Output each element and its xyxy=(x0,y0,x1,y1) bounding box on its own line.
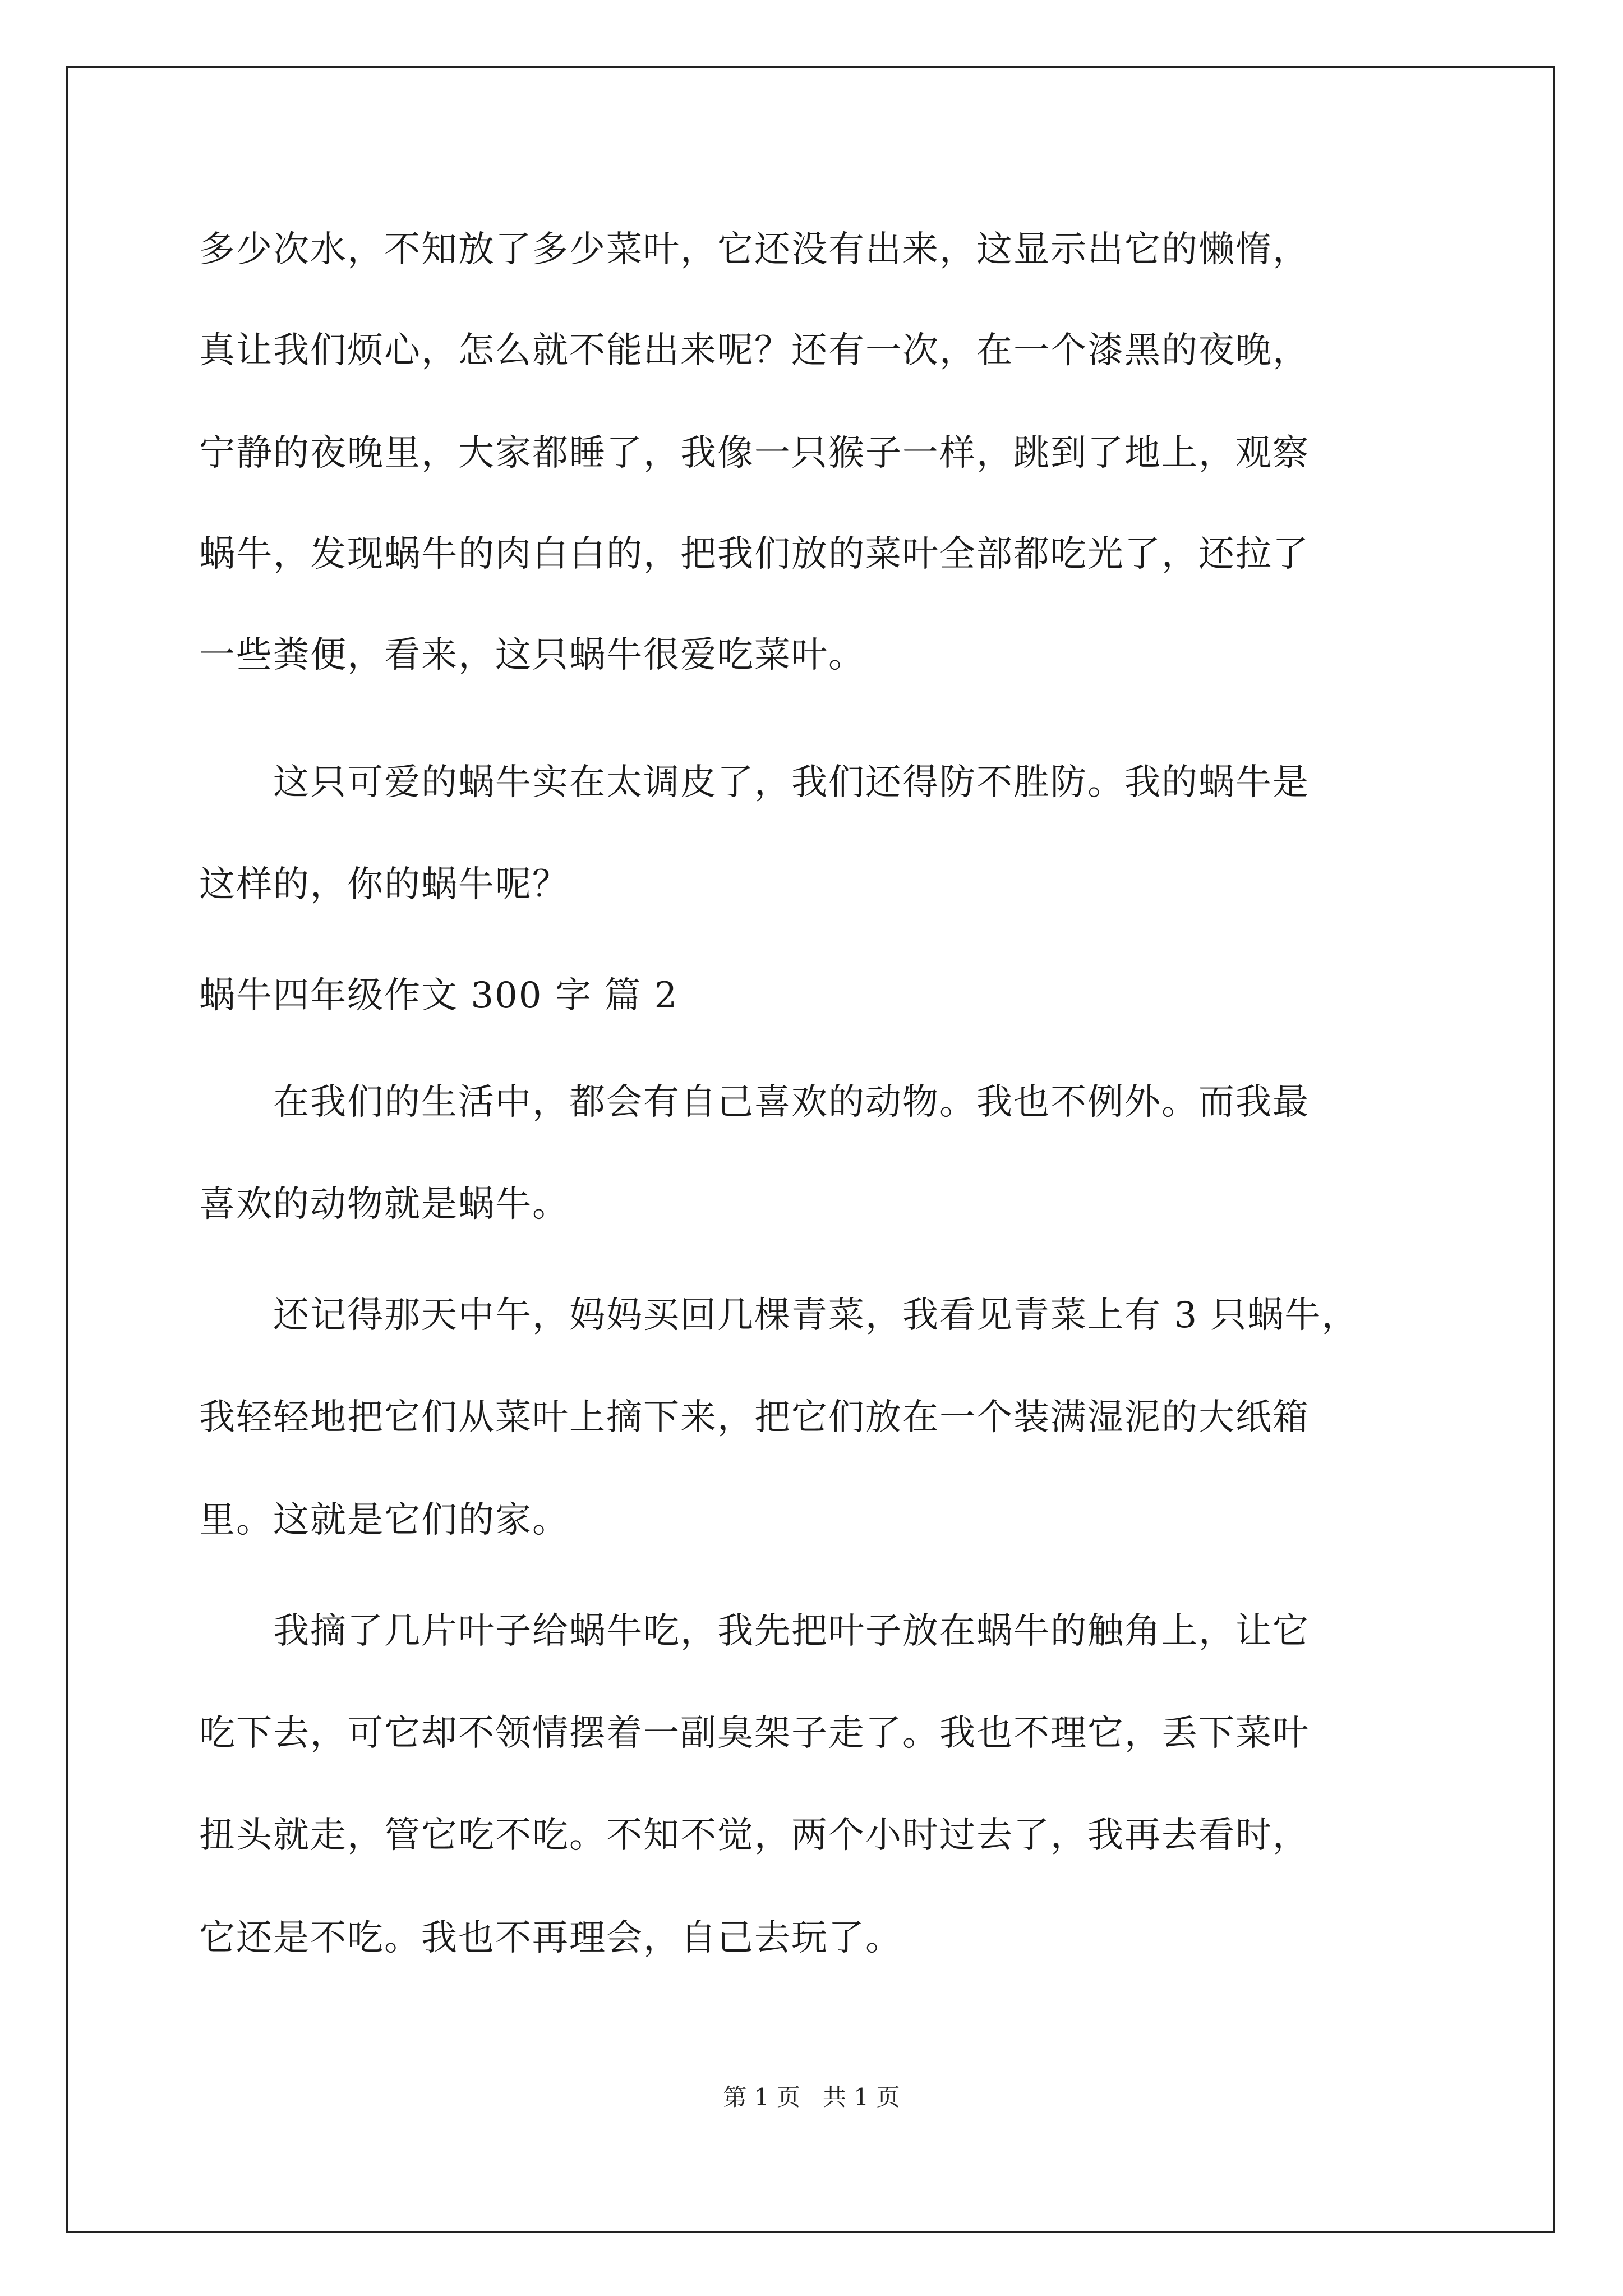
text-line-3: 宁静的夜晚里，大家都睡了，我像一只猴子一样，跳到了地上，观察 xyxy=(199,432,1310,474)
page-border xyxy=(66,66,1555,2233)
text-line-14: 吃下去，可它却不领情摆着一副臭架子走了。我也不理它，丢下菜叶 xyxy=(199,1713,1310,1754)
text-line-7: 这样的，你的蜗牛呢？ xyxy=(199,864,569,905)
section-heading: 蜗牛四年级作文 300 字 篇 2 xyxy=(199,975,679,1016)
text-line-8: 在我们的生活中，都会有自己喜欢的动物。我也不例外。而我最 xyxy=(199,1082,1310,1123)
text-line-13: 我摘了几片叶子给蜗牛吃，我先把叶子放在蜗牛的触角上，让它 xyxy=(199,1611,1310,1652)
text-line-2: 真让我们烦心，怎么就不能出来呢？还有一次，在一个漆黑的夜晚， xyxy=(199,330,1310,371)
text-line-6: 这只可爱的蜗牛实在太调皮了，我们还得防不胜防。我的蜗牛是 xyxy=(199,762,1310,803)
text-line-9: 喜欢的动物就是蜗牛。 xyxy=(199,1184,569,1225)
text-line-12: 里。这就是它们的家。 xyxy=(199,1499,569,1541)
text-line-11: 我轻轻地把它们从菜叶上摘下来，把它们放在一个装满湿泥的大纸箱 xyxy=(199,1397,1310,1438)
page-footer: 第 1 页 共 1 页 xyxy=(723,2083,900,2111)
text-line-1: 多少次水，不知放了多少菜叶，它还没有出来，这显示出它的懒惰， xyxy=(199,229,1310,270)
text-line-10: 还记得那天中午，妈妈买回几棵青菜，我看见青菜上有 3 只蜗牛， xyxy=(199,1295,1359,1336)
text-line-4: 蜗牛，发现蜗牛的肉白白的，把我们放的菜叶全部都吃光了，还拉了 xyxy=(199,533,1310,575)
text-line-5: 一些粪便，看来，这只蜗牛很爱吃菜叶。 xyxy=(199,634,865,676)
text-line-16: 它还是不吃。我也不再理会，自己去玩了。 xyxy=(199,1917,902,1959)
text-line-15: 扭头就走，管它吃不吃。不知不觉，两个小时过去了，我再去看时， xyxy=(199,1815,1310,1856)
